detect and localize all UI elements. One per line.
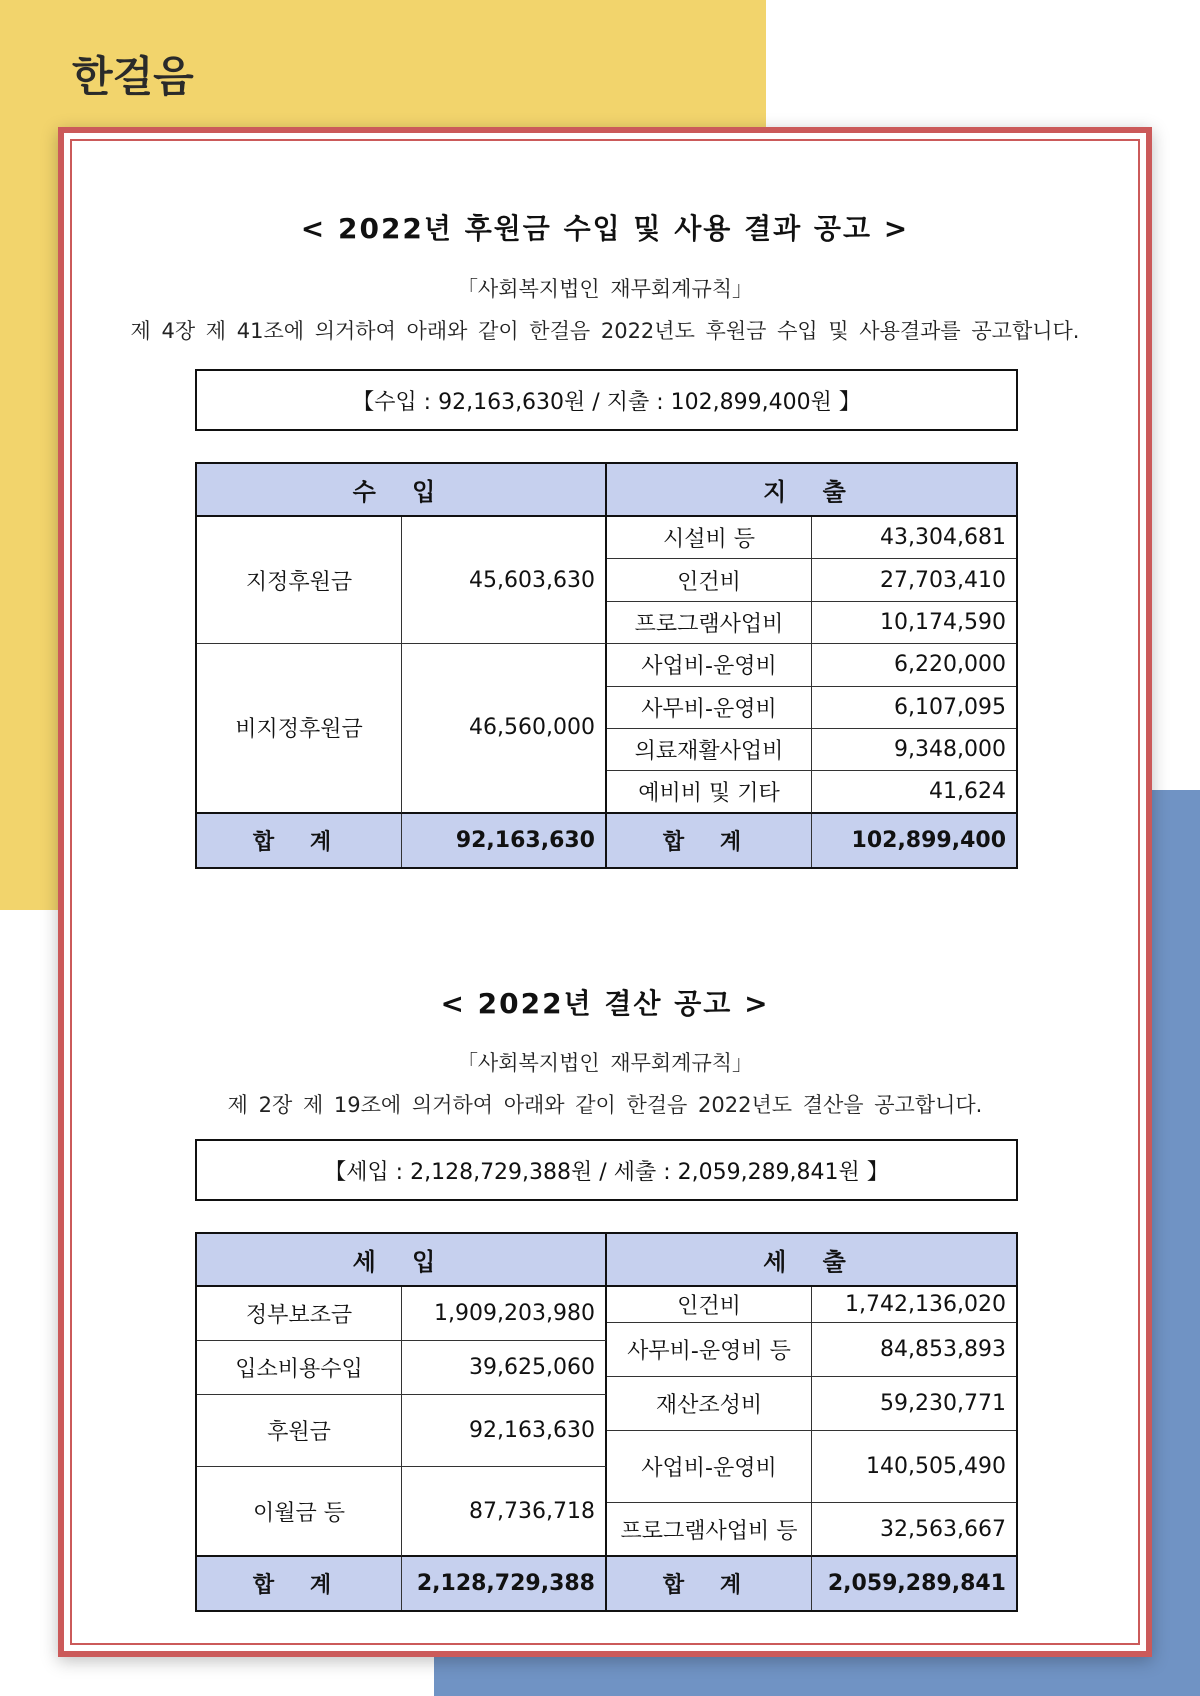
expenditure-header: 세 출 — [607, 1234, 1016, 1287]
expenditure-total-label: 합 계 — [607, 1557, 812, 1610]
expenditure-item: 인건비 — [607, 1287, 812, 1323]
settlement-regulation: 「사회복지법인 재무회계규칙」 — [456, 1051, 754, 1075]
expenditure-item: 사업비-운영비 — [607, 1431, 812, 1503]
donation-summary: 【수입 : 92,163,630원 / 지출 : 102,899,400원 】 — [195, 369, 1018, 431]
revenue-amount: 39,625,060 — [402, 1341, 607, 1395]
revenue-item: 후원금 — [197, 1395, 402, 1467]
income-total-label: 합 계 — [197, 814, 402, 867]
expenditure-amount: 32,563,667 — [812, 1503, 1016, 1557]
settlement-summary: 【세입 : 2,128,729,388원 / 세출 : 2,059,289,841원 】 — [195, 1139, 1018, 1201]
expense-item: 사무비-운영비 — [607, 687, 812, 729]
revenue-header: 세 입 — [197, 1234, 607, 1287]
expense-total: 102,899,400 — [812, 814, 1016, 867]
settlement-description: 제 2장 제 19조에 의거하여 아래와 같이 한걸음 2022년도 결산을 공고합니다. — [227, 1093, 983, 1117]
revenue-item: 이월금 등 — [197, 1467, 402, 1557]
donation-table — [195, 462, 1018, 869]
expense-amount: 6,220,000 — [812, 644, 1016, 686]
income-category: 지정후원금 — [197, 517, 402, 644]
expense-amount: 41,624 — [812, 771, 1016, 813]
expense-item: 프로그램사업비 — [607, 602, 812, 644]
donation-title: < 2022년 후원금 수입 및 사용 결과 공고 > — [300, 212, 910, 245]
donation-description: 제 4장 제 41조에 의거하여 아래와 같이 한걸음 2022년도 후원금 수입 및 사용결과를 공고합니다. — [130, 319, 1080, 343]
revenue-amount: 92,163,630 — [402, 1395, 607, 1467]
expenditure-total: 2,059,289,841 — [812, 1557, 1016, 1610]
income-amount: 45,603,630 — [402, 517, 607, 644]
donation-regulation: 「사회복지법인 재무회계규칙」 — [456, 277, 754, 301]
expenditure-amount: 59,230,771 — [812, 1377, 1016, 1431]
revenue-amount: 87,736,718 — [402, 1467, 607, 1557]
expense-item: 예비비 및 기타 — [607, 771, 812, 813]
income-category: 비지정후원금 — [197, 644, 402, 814]
revenue-item: 정부보조금 — [197, 1287, 402, 1341]
expenditure-amount: 84,853,893 — [812, 1323, 1016, 1377]
expenditure-item: 프로그램사업비 등 — [607, 1503, 812, 1557]
expense-item: 인건비 — [607, 559, 812, 601]
expenditure-amount: 140,505,490 — [812, 1431, 1016, 1503]
income-header: 수 입 — [197, 464, 607, 517]
expense-item: 의료재활사업비 — [607, 729, 812, 771]
revenue-item: 입소비용수입 — [197, 1341, 402, 1395]
expense-item: 시설비 등 — [607, 517, 812, 559]
settlement-title: < 2022년 결산 공고 > — [440, 987, 770, 1020]
income-total: 92,163,630 — [402, 814, 607, 867]
expenditure-amount: 1,742,136,020 — [812, 1287, 1016, 1323]
revenue-amount: 1,909,203,980 — [402, 1287, 607, 1341]
brand-title: 한걸음 — [72, 52, 194, 101]
expense-amount: 43,304,681 — [812, 517, 1016, 559]
expenditure-item: 재산조성비 — [607, 1377, 812, 1431]
expenditure-item: 사무비-운영비 등 — [607, 1323, 812, 1377]
expense-total-label: 합 계 — [607, 814, 812, 867]
expense-amount: 9,348,000 — [812, 729, 1016, 771]
settlement-table — [195, 1232, 1018, 1612]
expense-item: 사업비-운영비 — [607, 644, 812, 686]
revenue-total: 2,128,729,388 — [402, 1557, 607, 1610]
expense-header: 지 출 — [607, 464, 1016, 517]
income-amount: 46,560,000 — [402, 644, 607, 814]
expense-amount: 27,703,410 — [812, 559, 1016, 601]
expense-amount: 10,174,590 — [812, 602, 1016, 644]
revenue-total-label: 합 계 — [197, 1557, 402, 1610]
expense-amount: 6,107,095 — [812, 687, 1016, 729]
